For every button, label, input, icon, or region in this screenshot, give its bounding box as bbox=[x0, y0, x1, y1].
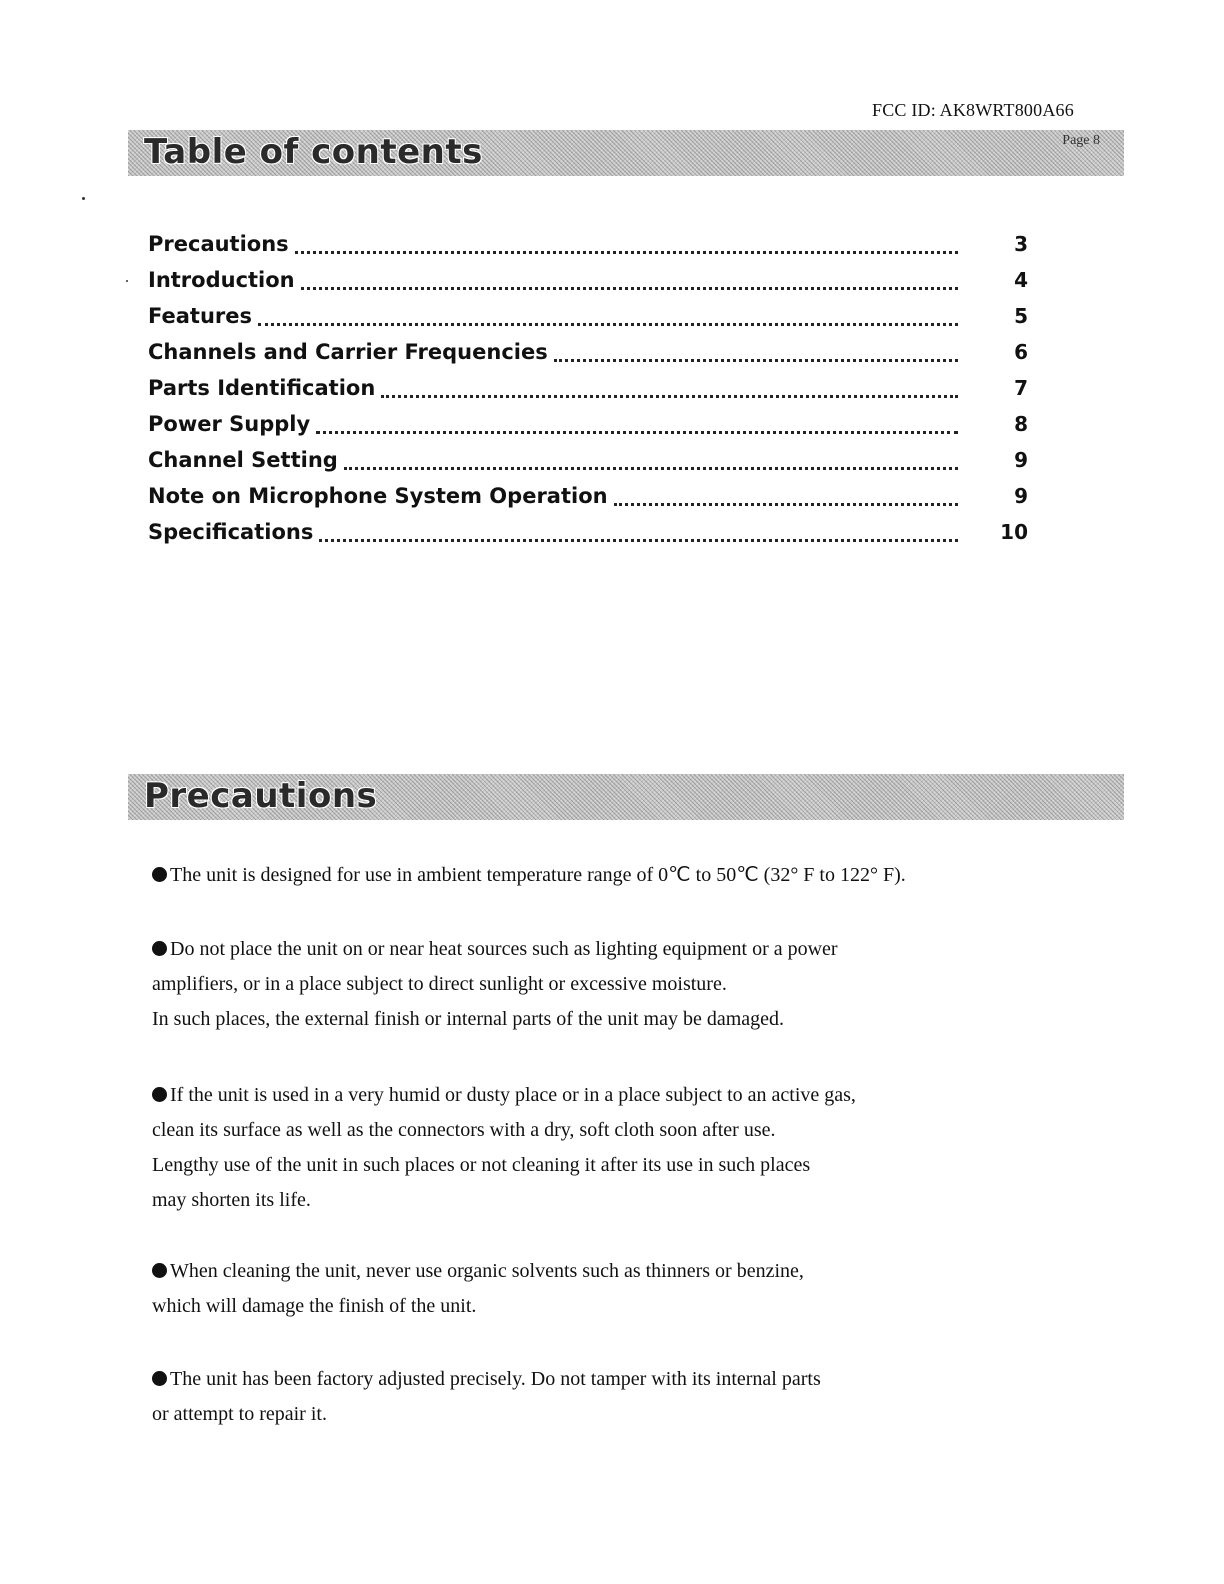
fcc-id: FCC ID: AK8WRT800A66 bbox=[872, 100, 1074, 120]
precautions-title: Precautions bbox=[144, 776, 378, 816]
dot-leader bbox=[554, 359, 958, 362]
precaution-line bbox=[152, 932, 1092, 967]
precaution-line bbox=[152, 858, 1092, 893]
toc-entry bbox=[148, 412, 1028, 442]
toc-banner bbox=[128, 130, 1124, 176]
toc-entry bbox=[148, 232, 1028, 262]
dot-leader bbox=[381, 395, 958, 398]
precaution-line bbox=[152, 1113, 1092, 1148]
precaution-line bbox=[152, 1289, 1092, 1324]
precaution-text: or attempt to repair it. bbox=[152, 1403, 327, 1425]
bullet-icon bbox=[152, 867, 167, 882]
precaution-text: In such places, the external finish or internal parts of the unit may be damaged. bbox=[152, 1008, 785, 1030]
precaution-item bbox=[152, 1078, 1092, 1218]
toc-entry-label: Precautions bbox=[148, 232, 289, 256]
toc-entry-label: Specifications bbox=[148, 520, 314, 544]
toc-entry-label: Parts Identification bbox=[148, 376, 376, 400]
toc-entry bbox=[148, 484, 1028, 514]
page-label: Page 8 bbox=[1062, 133, 1100, 148]
bullet-icon bbox=[152, 1087, 167, 1102]
toc-entry-label: Note on Microphone System Operation bbox=[148, 484, 608, 508]
precaution-text: If the unit is used in a very humid or dusty place or in a place subject to an active gas, bbox=[170, 1084, 856, 1106]
toc-entry bbox=[148, 376, 1028, 406]
scan-speck bbox=[126, 280, 128, 282]
precaution-line bbox=[152, 1002, 1092, 1037]
toc-entry-page: 6 bbox=[1014, 340, 1028, 364]
precaution-text: The unit has been factory adjusted precisely. Do not tamper with its internal parts bbox=[170, 1368, 821, 1390]
toc-entry bbox=[148, 520, 1028, 550]
precaution-item bbox=[152, 932, 1092, 1037]
toc-entry-page: 9 bbox=[1014, 484, 1028, 508]
precaution-text: clean its surface as well as the connectors with a dry, soft cloth soon after use. bbox=[152, 1119, 776, 1141]
toc-entry-label: Introduction bbox=[148, 268, 295, 292]
toc-entry-page: 10 bbox=[1000, 520, 1028, 544]
precaution-item bbox=[152, 1362, 1092, 1432]
toc-entry-page: 5 bbox=[1014, 304, 1028, 328]
dot-leader bbox=[316, 431, 958, 434]
precaution-line bbox=[152, 1254, 1092, 1289]
scan-speck bbox=[82, 197, 85, 200]
dot-leader bbox=[614, 503, 958, 506]
toc-entry-label: Channels and Carrier Frequencies bbox=[148, 340, 548, 364]
dot-leader bbox=[344, 467, 958, 470]
precaution-line bbox=[152, 1397, 1092, 1432]
precaution-text: The unit is designed for use in ambient temperature range of 0℃ to 50℃ (32° F to 122° F). bbox=[170, 864, 906, 886]
toc-entry bbox=[148, 268, 1028, 298]
toc-entry bbox=[148, 448, 1028, 478]
toc-entry-page: 3 bbox=[1014, 232, 1028, 256]
precaution-text: Do not place the unit on or near heat sources such as lighting equipment or a power bbox=[170, 938, 838, 960]
precaution-line bbox=[152, 1148, 1092, 1183]
toc-entry-page: 4 bbox=[1014, 268, 1028, 292]
dot-leader bbox=[295, 251, 958, 254]
toc-entry-page: 7 bbox=[1014, 376, 1028, 400]
toc-entry-label: Features bbox=[148, 304, 252, 328]
dot-leader bbox=[319, 539, 958, 542]
toc-title: Table of contents bbox=[144, 132, 483, 172]
toc-entry bbox=[148, 304, 1028, 334]
toc-entry-label: Power Supply bbox=[148, 412, 311, 436]
bullet-icon bbox=[152, 941, 167, 956]
toc-entry-page: 9 bbox=[1014, 448, 1028, 472]
dot-leader bbox=[258, 323, 958, 326]
toc-entry-page: 8 bbox=[1014, 412, 1028, 436]
precaution-line bbox=[152, 967, 1092, 1002]
precautions-banner bbox=[128, 774, 1124, 820]
precaution-text: which will damage the finish of the unit. bbox=[152, 1295, 477, 1317]
toc-entry-label: Channel Setting bbox=[148, 448, 338, 472]
precaution-line bbox=[152, 1183, 1092, 1218]
precaution-text: When cleaning the unit, never use organic solvents such as thinners or benzine, bbox=[170, 1260, 804, 1282]
precaution-line bbox=[152, 1362, 1092, 1397]
bullet-icon bbox=[152, 1263, 167, 1278]
toc-entry bbox=[148, 340, 1028, 370]
precaution-line bbox=[152, 1078, 1092, 1113]
precaution-text: amplifiers, or in a place subject to direct sunlight or excessive moisture. bbox=[152, 973, 727, 995]
precaution-item bbox=[152, 1254, 1092, 1324]
bullet-icon bbox=[152, 1371, 167, 1386]
precaution-text: may shorten its life. bbox=[152, 1189, 311, 1211]
dot-leader bbox=[301, 287, 958, 290]
precaution-item bbox=[152, 858, 1092, 893]
precaution-text: Lengthy use of the unit in such places or not cleaning it after its use in such places bbox=[152, 1154, 811, 1176]
